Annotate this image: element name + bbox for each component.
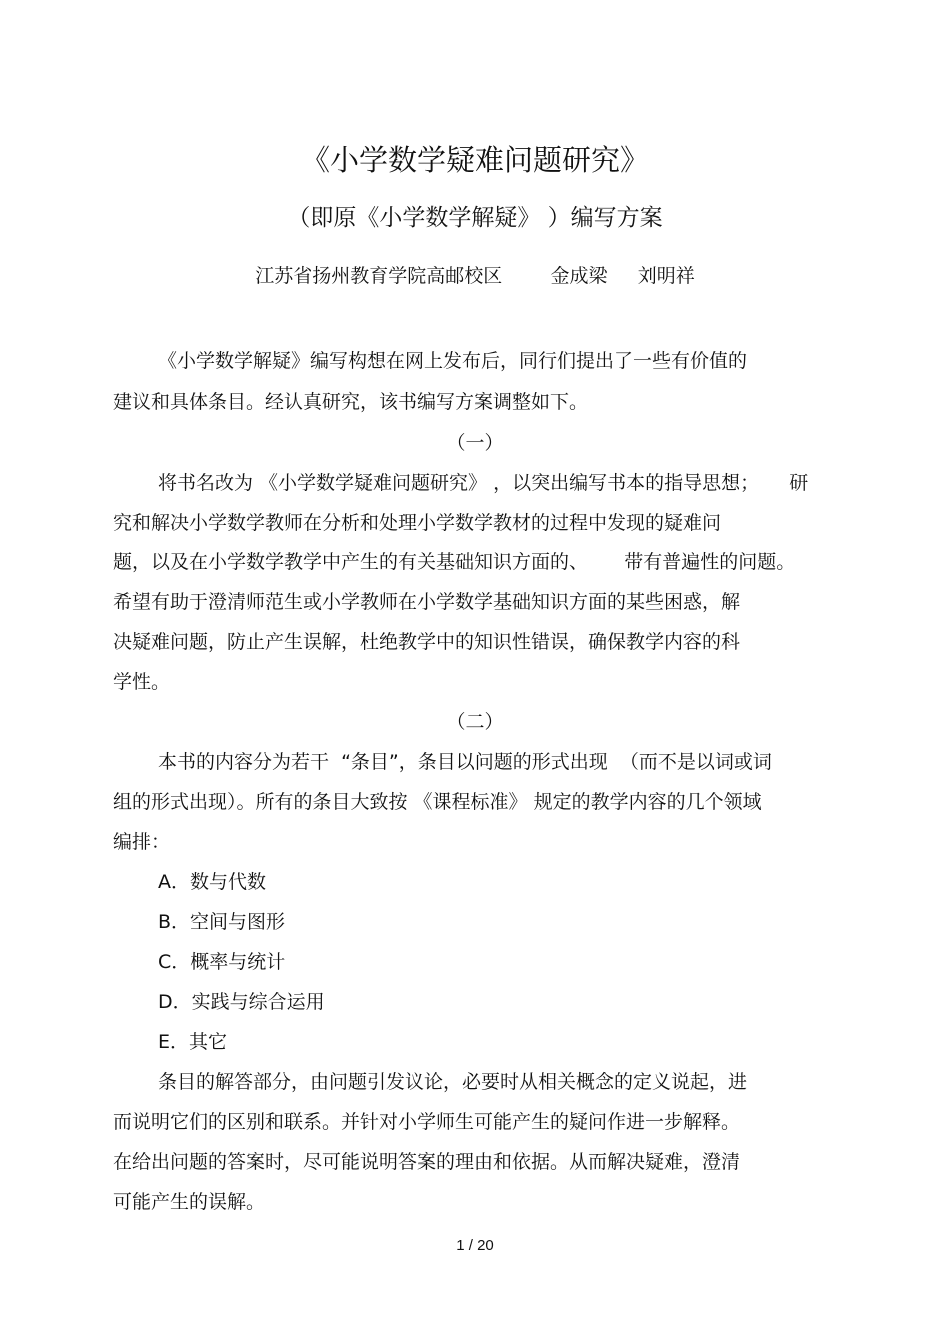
document-subtitle: （即原《小学数学解疑》 ）编写方案	[287, 205, 663, 231]
list-item-b: B．空间与图形	[158, 911, 286, 933]
section2-line-3: 编排：	[113, 831, 171, 853]
closing-line-3: 在给出问题的答案时，尽可能说明答案的理由和依据。从而解决疑难，澄清	[113, 1151, 741, 1173]
closing-line-1: 条目的解答部分，由问题引发议论，必要时从相关概念的定义说起，进	[158, 1071, 748, 1093]
section-heading-1: （一）	[446, 432, 504, 454]
intro-line-1: 《小学数学解疑》编写构想在网上发布后，同行们提出了一些有价值的	[158, 350, 748, 372]
section1-line-2: 究和解决小学数学教师在分析和处理小学数学教材的过程中发现的疑难问	[113, 512, 722, 534]
intro-line-2: 建议和具体条目。经认真研究，该书编写方案调整如下。	[113, 391, 589, 413]
section1-line-4: 希望有助于澄清师范生或小学教师在小学数学基础知识方面的某些困惑，解	[113, 591, 741, 613]
closing-line-4: 可能产生的误解。	[113, 1191, 266, 1213]
authors-line: 江苏省扬州教育学院高邮校区 金成梁 刘明祥	[255, 265, 695, 287]
document-title: 《小学数学疑难问题研究》	[300, 143, 649, 177]
closing-line-2: 而说明它们的区别和联系。并针对小学师生可能产生的疑问作进一步解释。	[113, 1111, 741, 1133]
section1-line-3: 题，以及在小学数学教学中产生的有关基础知识方面的、 带有普遍性的问题。	[113, 551, 796, 573]
section1-line-6: 学性。	[113, 671, 171, 693]
list-item-e: E．其它	[158, 1031, 228, 1053]
section-heading-2: （二）	[446, 711, 504, 733]
list-item-c: C．概率与统计	[158, 951, 286, 973]
section2-line-1: 本书的内容分为若干 “条目”，条目以问题的形式出现 （而不是以词或词	[158, 751, 772, 773]
list-item-a: A．数与代数	[158, 871, 266, 893]
page-number: 1 / 20	[456, 1237, 494, 1254]
section1-line-1: 将书名改为 《小学数学疑难问题研究》 ，以突出编写书本的指导思想； 研	[158, 472, 809, 494]
section1-line-5: 决疑难问题，防止产生误解，杜绝教学中的知识性错误，确保教学内容的科	[113, 631, 741, 653]
section2-line-2: 组的形式出现）。所有的条目大致按 《课程标准》 规定的教学内容的几个领域	[113, 791, 762, 813]
list-item-d: D．实践与综合运用	[158, 991, 325, 1013]
